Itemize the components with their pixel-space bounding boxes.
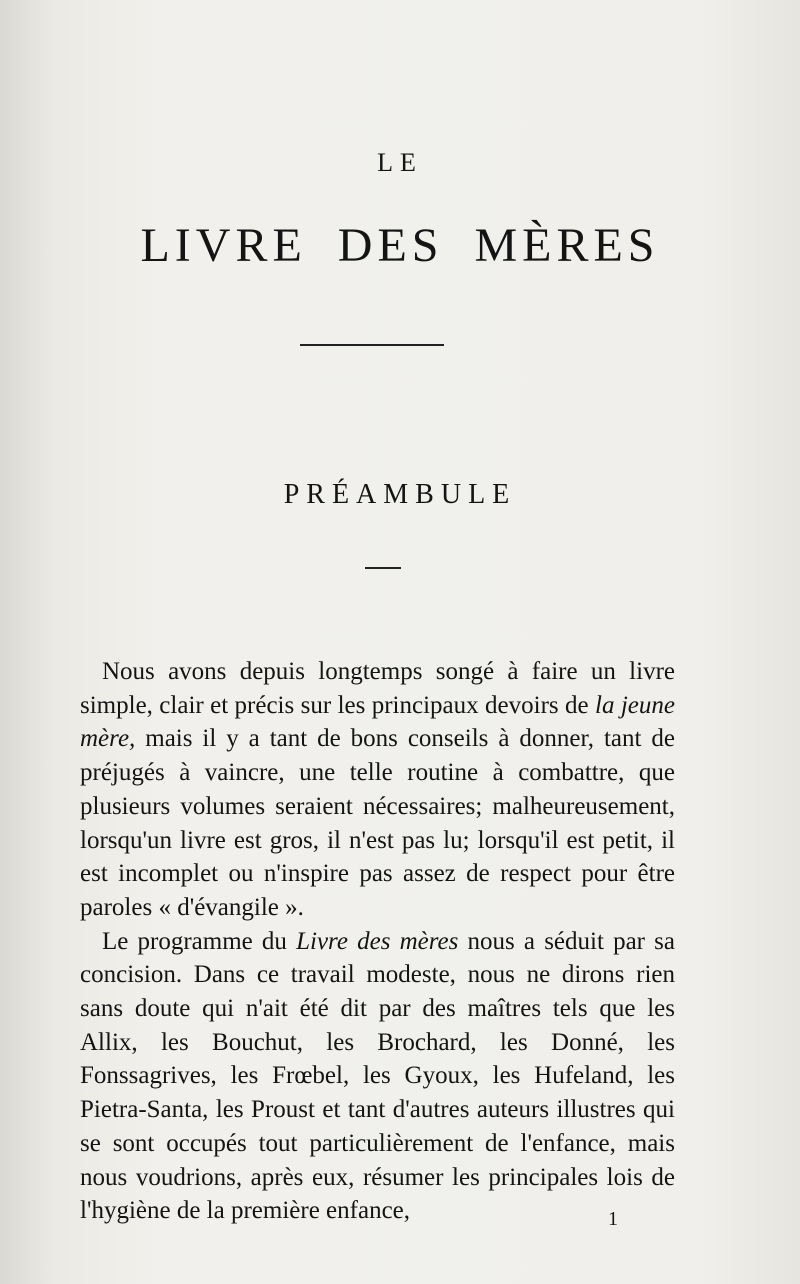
book-title: LIVRE DES MÈRES bbox=[140, 219, 660, 272]
italic-text: la jeune mère, bbox=[80, 691, 675, 753]
section-divider bbox=[365, 567, 401, 569]
page-number: 1 bbox=[608, 1208, 618, 1230]
italic-text: Livre des mères bbox=[296, 927, 459, 955]
body-text bbox=[80, 655, 675, 1228]
text-run: mais il y a tant de bons conseils à donner, tant de préjugés à vaincre, une telle routine à combattre, que plusieurs volumes seraient nécessaires; malheureusement, lorsqu'un livre est gros, il n'est pas lu; lorsqu'il est petit, il est incomplet ou n'inspire pas assez de respect pour être paroles « d'évangile ». bbox=[80, 725, 675, 921]
paragraph bbox=[80, 655, 675, 925]
text-run: nous a séduit par sa concision. Dans ce travail modeste, nous ne dirons rien sans doute qui n'ait été dit par des maîtres tels que les Allix, les Bouchut, les Brochard, les Donné, les Fonssagrives, les Frœbel, les Gyoux, les Hufeland, les Pietra-Santa, les Proust et tant d'autres auteurs illustres qui se sont occupés tout particulièrement de l'enfance, mais nous voudrions, après eux, résumer les principales lois de l'hygiène de la première enfance, bbox=[80, 927, 675, 1225]
section-heading: PRÉAMBULE bbox=[283, 479, 517, 510]
title-divider bbox=[300, 344, 444, 346]
text-run: Nous avons depuis longtemps songé à faire un livre simple, clair et précis sur les principaux devoirs de bbox=[80, 658, 675, 719]
text-run: Le programme du bbox=[102, 927, 297, 955]
paragraph bbox=[80, 925, 675, 1228]
title-article: LE bbox=[377, 148, 423, 177]
